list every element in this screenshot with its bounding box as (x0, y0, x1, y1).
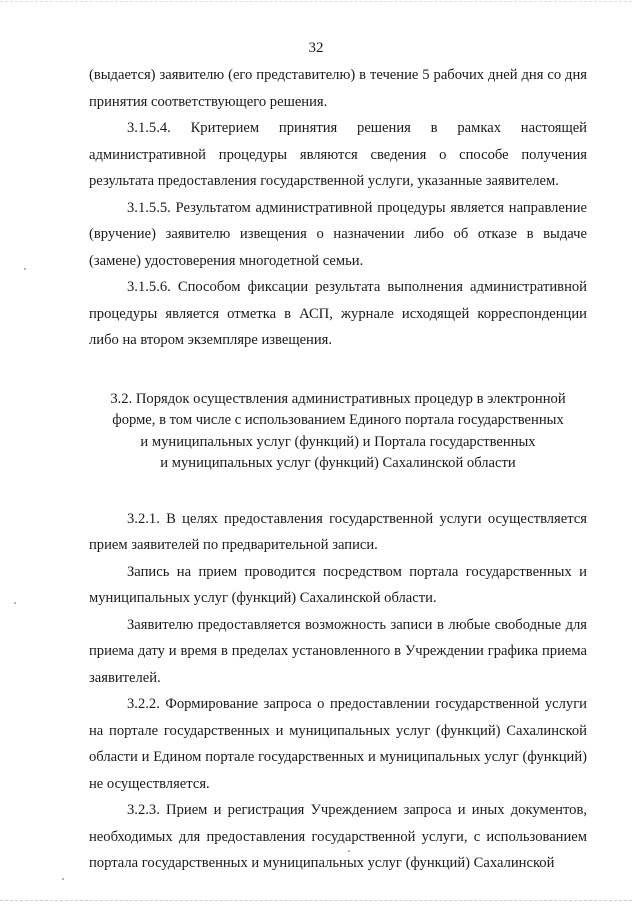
paragraph-3-2-1: 3.2.1. В целях предоставления государственной услуги осуществляется прием заявителей по предварительной записи. (89, 510, 587, 553)
paragraph-zapis: Запись на прием проводится посредством портала государственных и муниципальных услуг (функций) Сахалинской области. (89, 563, 587, 606)
scan-speck (62, 878, 64, 880)
section-heading-line: 3.2. Порядок осуществления административных процедур в электронной (110, 390, 566, 407)
scan-speck (14, 602, 16, 604)
paragraph-3-1-5-6: 3.1.5.6. Способом фиксации результата выполнения административной процедуры является отметка в АСП, журнале исходящей корреспонденции либо на втором экземпляре извещения. (89, 279, 587, 348)
scan-edge-bottom (0, 900, 632, 902)
paragraph-zayavitelyu: Заявителю предоставляется возможность записи в любые свободные для приема дату и время в пределах установленного в Учреждении графика приема заявителей. (89, 616, 587, 686)
paragraph-3-1-5-5: 3.1.5.5. Результатом административной процедуры является направление (вручение) заявителю извещения о назначении либо об отказе в выдаче (замене) удостоверения многодетной семьи. (89, 199, 587, 269)
scan-speck (24, 268, 26, 270)
section-heading-line: и муниципальных услуг (функций) и Портала государственных (140, 433, 536, 450)
section-heading-line: форме, в том числе с использованием Единого портала государственных (112, 412, 564, 428)
scan-speck (348, 850, 350, 852)
section-heading-line: и муниципальных услуг (функций) Сахалинской области (160, 455, 516, 471)
section-heading-3-2 (89, 389, 587, 475)
paragraph-3-1-5-4: 3.1.5.4. Критерием принятия решения в рамках настоящей административной процедуры являются сведения о способе получения результата предоставления государственной услуги, указанные заявителем. (89, 120, 587, 189)
page-number: 32 (308, 40, 324, 56)
paragraph-3-2-2: 3.2.2. Формирование запроса о предоставлении государственной услуги на портале государственных и муниципальных услуг (функций) Сахалинской области и Едином портале государственных и муниципальных услуг (функций) не осуществляется. (89, 696, 587, 792)
paragraph-continuation: (выдается) заявителю (его представителю) в течение 5 рабочих дней дня со дня принятия соответствующего решения. (89, 67, 587, 110)
document-body (89, 62, 587, 877)
scan-edge-top (0, 1, 632, 3)
paragraph-3-2-3: 3.2.3. Прием и регистрация Учреждением запроса и иных документов, необходимых для предоставления государственной услуги, с использованием портала государственных и муниципальных услуг (функций) Сахалинской (89, 802, 587, 871)
